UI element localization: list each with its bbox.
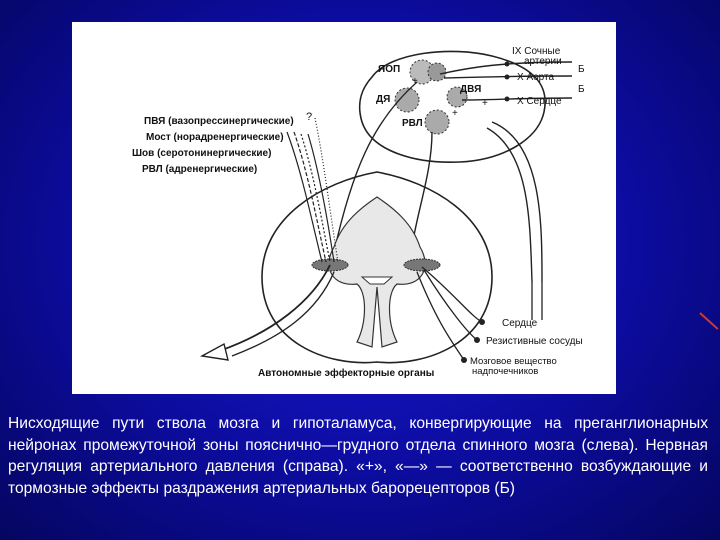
shov-label: Шов (серотонинергические) — [132, 148, 272, 159]
figure-panel — [72, 22, 616, 394]
question-mark: ? — [306, 111, 313, 123]
efferent-to-heart — [422, 267, 482, 322]
effector-arrow-line — [222, 265, 330, 350]
yop-label: ЯОП — [378, 64, 401, 75]
rvl-top-label: РВЛ — [402, 118, 423, 129]
mozg-label-1: Мозговое вещество — [470, 356, 557, 367]
mozg-label-2: надпочечников — [472, 366, 539, 377]
most-label: Мост (норадренергические) — [146, 132, 284, 143]
ganglion-dot-2 — [474, 337, 480, 343]
intermediate-zone-right — [404, 259, 440, 271]
figure-caption: Нисходящие пути ствола мозга и гипоталамуса, конвергирующие на преганглионарных нейронах промежуточной зоны пояснично—грудного отдела спинного мозга (слева). Нервная регуляция артериального давления (справа). «+», «—» — соответственно возбуждающие и тормозные эффекты раздражения артериальных барорецепторов (Б) — [8, 415, 708, 497]
b-label-1: Б — [578, 64, 585, 75]
nerve-ix-label-2: артерии — [524, 56, 562, 67]
neural-pathway-diagram — [72, 22, 616, 394]
pvya-label: ПВЯ (вазопрессинергические) — [144, 116, 294, 127]
baroreceptor-dot-3 — [505, 97, 510, 102]
plus-1: + — [412, 76, 418, 87]
nerve-x-heart-label: X Сердце — [517, 96, 562, 107]
serdce-label: Сердце — [502, 318, 538, 329]
ganglion-dot-1 — [479, 319, 485, 325]
ganglion-dot-3 — [461, 357, 467, 363]
effector-label: Автономные эффекторные органы — [258, 368, 435, 379]
decorative-red-line — [699, 312, 718, 330]
plus-2: + — [482, 98, 488, 109]
nerve-ix-label: IX Сочные — [512, 46, 561, 57]
gray-matter — [329, 197, 425, 347]
rvl-label: РВЛ (адренергические) — [142, 164, 258, 175]
sosudy-label: Резистивные сосуды — [486, 336, 583, 347]
yop-nucleus-2 — [428, 63, 446, 81]
efferent-to-adrenal — [417, 272, 464, 360]
baroreceptor-dot-1 — [505, 62, 510, 67]
efferent-path-right-inner — [487, 128, 532, 282]
dya-label: ДЯ — [376, 94, 391, 105]
dvya-label: ДВЯ — [460, 84, 482, 95]
nerve-x-aorta-label: X Аорта — [517, 72, 555, 83]
b-label-2: Б — [578, 84, 585, 95]
plus-3: + — [452, 108, 458, 119]
effector-arrow-head — [202, 344, 228, 360]
descending-bundle — [287, 118, 338, 262]
rvl-nucleus — [425, 110, 449, 134]
baroreceptor-dot-2 — [505, 75, 510, 80]
